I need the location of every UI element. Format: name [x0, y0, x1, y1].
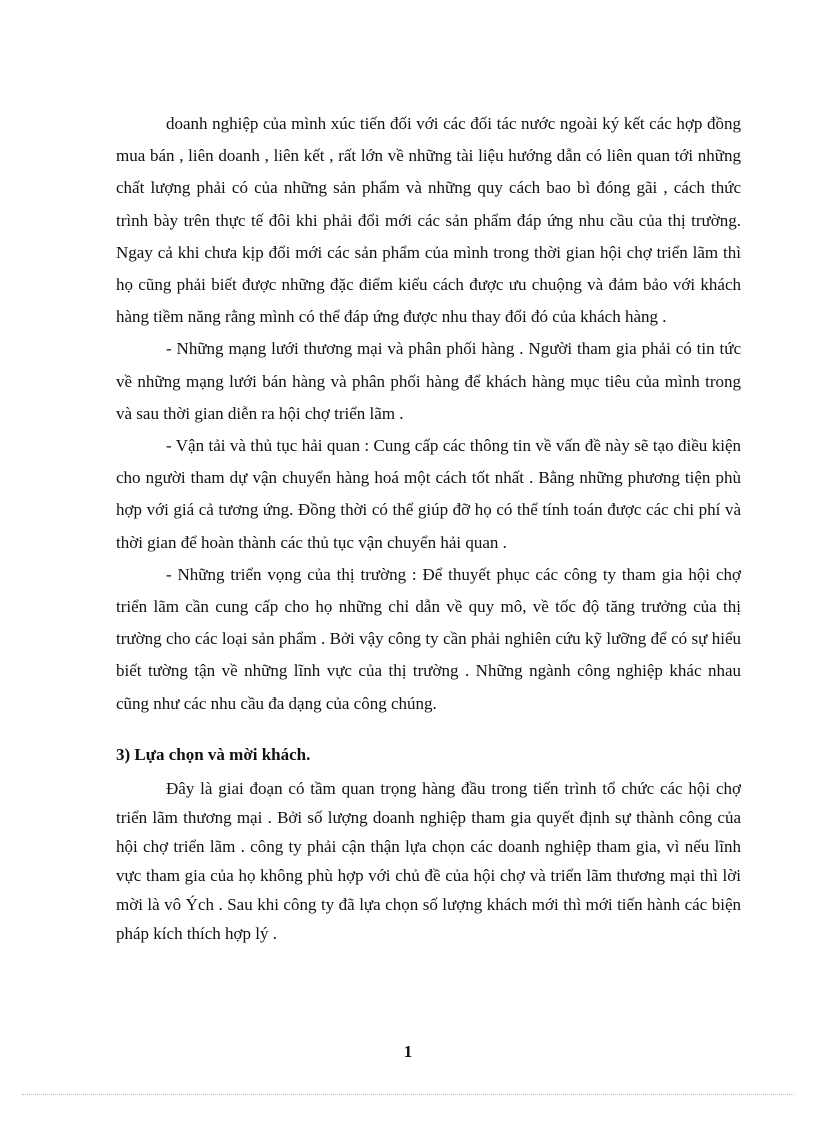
paragraph-transport-customs: - Vận tải và thủ tục hải quan : Cung cấp các thông tin về vấn đề này sẽ tạo điều kiện cho người tham dự vận chuyển hàng hoá một cách tốt nhất . Bằng những phương tiện phù hợp với giá cả tương ứng. Đồng thời có thể giúp đỡ họ có thể tính toán được các chi phí và thời gian để hoàn thành các thủ tục vận chuyển hải quan . — [116, 436, 741, 552]
paragraph-product-requirements: doanh nghiệp của mình xúc tiến đối với các đối tác nước ngoài ký kết các hợp đồng mua bán , liên doanh , liên kết , rất lớn về những tài liệu hướng dẫn có liên quan tới những chất lượng phải có của những sản phẩm và những quy cách bao bì đóng gãi , cách thức trình bày trên thực tế đôi khi phải đổi mới các sản phẩm đáp ứng nhu cầu của thị trường. Ngay cả khi chưa kịp đổi mới các sản phẩm của mình trong thời gian hội chợ triển lãm thì họ cũng phải biết được những đặc điểm kiểu cách được ưu chuộng và đảm bảo với khách hàng tiềm năng rằng mình có thể đáp ứng được nhu thay đổi đó của khách hàng . — [116, 114, 741, 327]
paragraph-select-invite: Đây là giai đoạn có tầm quan trọng hàng đầu trong tiến trình tổ chức các hội chợ triển lãm thương mại . Bởi số lượng doanh nghiệp tham gia quyết định sự thành công của hội chợ triển lãm . công ty phải cận thận lựa chọn các doanh nghiệp tham gia, vì nếu lĩnh vực tham gia của họ không phù hợp với chủ đề của hội chợ và triển lãm thương mại thì lời mời là vô Ých . Sau khi công ty đã lựa chọn số lượng khách mới thì mới tiến hành các biện pháp kích thích hợp lý . — [116, 778, 741, 943]
section-heading: 3) Lựa chọn và mời khách. — [116, 744, 311, 764]
document-body — [116, 108, 741, 948]
footer-divider — [22, 1094, 794, 1095]
paragraph-market-prospects: - Những triển vọng của thị trường : Để thuyết phục các công ty tham gia hội chợ triển lãm cần cung cấp cho họ những chỉ dẫn về quy mô, về tốc độ tăng trưởng của thị trường cho các loại sản phẩm . Bởi vậy công ty cần phải nghiên cứu kỹ lưỡng để có sự hiểu biết tường tận về những lĩnh vực của thị trường . Những ngành công nghiệp khác nhau cũng như các nhu cầu đa dạng của công chúng. — [116, 564, 741, 713]
page-number: 1 — [403, 1042, 413, 1061]
paragraph-distribution-networks: - Những mạng lưới thương mại và phân phối hàng . Người tham gia phải có tin tức về những mạng lưới bán hàng và phân phối hàng để khách hàng mục tiêu của mình trong và sau thời gian diễn ra hội chợ triển lãm . — [116, 339, 741, 423]
